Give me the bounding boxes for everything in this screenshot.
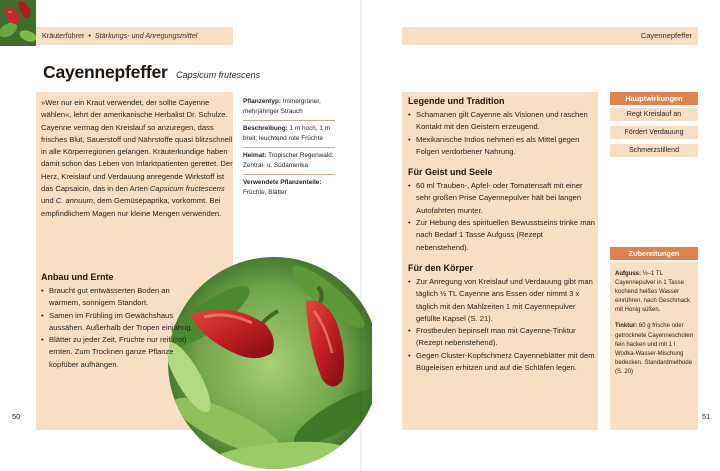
- intro-text: [41, 97, 233, 220]
- header-section-title: Stärkungs- und Anregungsmittel: [94, 31, 198, 40]
- page-number-right: 51: [702, 412, 711, 421]
- body-list: [408, 276, 596, 374]
- intro-text-part3: , dem Gemüsepaprika, vorkommt. Bei empfindlichem Magen nur kleine Mengen verwenden.: [41, 196, 222, 218]
- list-item: • Zur Hebung des spirituellen Bewusstseins trinke man nach Bedarf 1 Tasse Aufguss (Rezept nebenstehend).: [408, 217, 596, 254]
- main-effect-item: Regt Kreislauf an: [610, 108, 698, 121]
- fact-parts-used: [243, 178, 335, 201]
- page-title: [43, 62, 260, 83]
- list-item: • Frostbeulen bepinselt man mit Cayenne-Tinktur (Rezept nebenstehend).: [408, 325, 596, 350]
- uses-content: [408, 96, 596, 383]
- intro-text-part1: »Wer nur ein Kraut verwendet, der sollte Cayenne wählen«, lehrt der amerikanische Herbalist Dr. Schulze. Cayenne vermag den Kreislauf so anzuregen, dass frisches Blut, Sauerstoff und Nährstoffe quasi blitzschnell in alle Körperregionen gelangen. Kräuterkundige haben damit schon das Leben von Infarktpatienten gerettet. Der Herz, Kreislauf und Verdauung anregende Wirkstoff ist das Capsaicin, das in den Arten: [41, 98, 233, 194]
- main-effects-heading: Hauptwirkungen: [610, 92, 698, 105]
- body-heading: Für den Körper: [408, 262, 474, 273]
- preparations-heading: Zubereitungen: [610, 247, 698, 260]
- fact-description: [243, 124, 335, 148]
- list-item: • Blätter zu jeder Zeit, Früchte nur reif (rot) ernten. Zum Trocknen ganze Pflanze kopfüber aufhängen.: [41, 334, 196, 371]
- list-item: • Mexikanische Indios nehmen es als Mittel gegen Folgen verdorbener Nahrung.: [408, 134, 596, 159]
- list-item: • Schamanen gilt Cayenne als Visionen und raschen Kontakt mit den Geistern erzeugend.: [408, 109, 596, 134]
- preparations-text: [615, 270, 695, 384]
- page-gutter: [360, 0, 362, 471]
- legend-list: [408, 109, 596, 158]
- header-plant-title: Cayennepfeffer: [640, 31, 692, 40]
- fact-value: 1 m hoch, 1 m breit; leuchtend rote Früchte: [243, 125, 331, 142]
- preparation-label: Aufguss:: [615, 271, 641, 277]
- intro-text-part2: und: [41, 196, 56, 206]
- plant-latin-name: Capsicum frutescens: [176, 70, 261, 80]
- cultivation-list: [41, 285, 196, 371]
- fact-label: Verwendete Pflanzenteile:: [243, 179, 322, 186]
- main-effect-item: Fördert Verdauung: [610, 126, 698, 139]
- fact-label: Pflanzentyp:: [243, 98, 281, 105]
- fact-label: Heimat:: [243, 152, 267, 159]
- fact-plant-type: [243, 97, 335, 121]
- cultivation-section: [41, 272, 196, 371]
- cultivation-heading: Anbau und Ernte: [41, 272, 114, 282]
- list-item: • Gegen Cluster-Kopfschmerz Cayenneblätter mit dem Bügeleisen erhitzen und auf die Schläfen legen.: [408, 350, 596, 375]
- preparation-infusion: [615, 270, 695, 315]
- legend-section: [408, 96, 596, 158]
- pepper-thumbnail-image: [0, 0, 36, 46]
- main-effect-item: Schmerzstillend: [610, 144, 698, 157]
- legend-heading: Legende und Tradition: [408, 96, 505, 106]
- fact-origin: [243, 151, 335, 175]
- preparation-text: ½–1 TL Cayennepulver in 1 Tasse kochend heißes Wasser einrühren, nach Geschmack mit Honig süßen.: [615, 271, 691, 314]
- list-item: • 60 ml Trauben-, Apfel- oder Tomatensaft mit einer sehr großen Prise Cayennepulver hält bei langen Autofahrten munter.: [408, 180, 596, 217]
- fact-value: Tropischer Regenwald; Zentral- u. Südamerika: [243, 152, 334, 169]
- body-section: [408, 263, 596, 374]
- header-separator: •: [88, 31, 91, 40]
- mind-heading: Für Geist und Seele: [408, 167, 493, 178]
- list-item: • Samen im Frühling im Gewächshaus aussähen. Außerhalb der Tropen einjährig.: [41, 310, 196, 335]
- header-book-title: Kräuterführer: [42, 31, 85, 40]
- plant-facts-sidebar: [243, 97, 335, 204]
- fact-value: Früchte, Blätter: [243, 189, 287, 196]
- intro-paragraph: [41, 97, 233, 220]
- page-number-left: 50: [12, 412, 21, 421]
- cayenne-pepper-photo: [168, 257, 372, 471]
- running-header-right: [402, 27, 698, 45]
- mind-list: [408, 180, 596, 254]
- running-header-left: [36, 27, 233, 45]
- fact-label: Beschreibung:: [243, 125, 288, 132]
- mind-section: [408, 167, 596, 254]
- list-item: • Braucht gut entwässerten Boden an warmem, sonnigem Standort.: [41, 285, 196, 310]
- list-item: • Zur Anregung von Kreislauf und Verdauung gibt man täglich ½ TL Cayenne ans Essen oder nimmt 3 x täglich mit den Mahlzeiten 1 mit Cayennepulver gefüllte Kapsel (S. 21).: [408, 276, 596, 325]
- intro-species-1: Capsicum fructescens: [149, 184, 225, 194]
- preparation-text: 60 g frische oder getrocknete Cayenneschoten fein hacken und mit 1 l Wodka-Wasser-Mischung bedecken. Standardmethode (S. 20): [615, 323, 694, 375]
- fact-value: Immergrüner, mehrjähriger Strauch: [243, 98, 321, 115]
- preparation-label: Tinktur:: [615, 323, 638, 330]
- preparation-tincture: [615, 322, 695, 377]
- plant-name: Cayennepfeffer: [43, 62, 168, 82]
- intro-species-2: C. annuum: [55, 196, 93, 206]
